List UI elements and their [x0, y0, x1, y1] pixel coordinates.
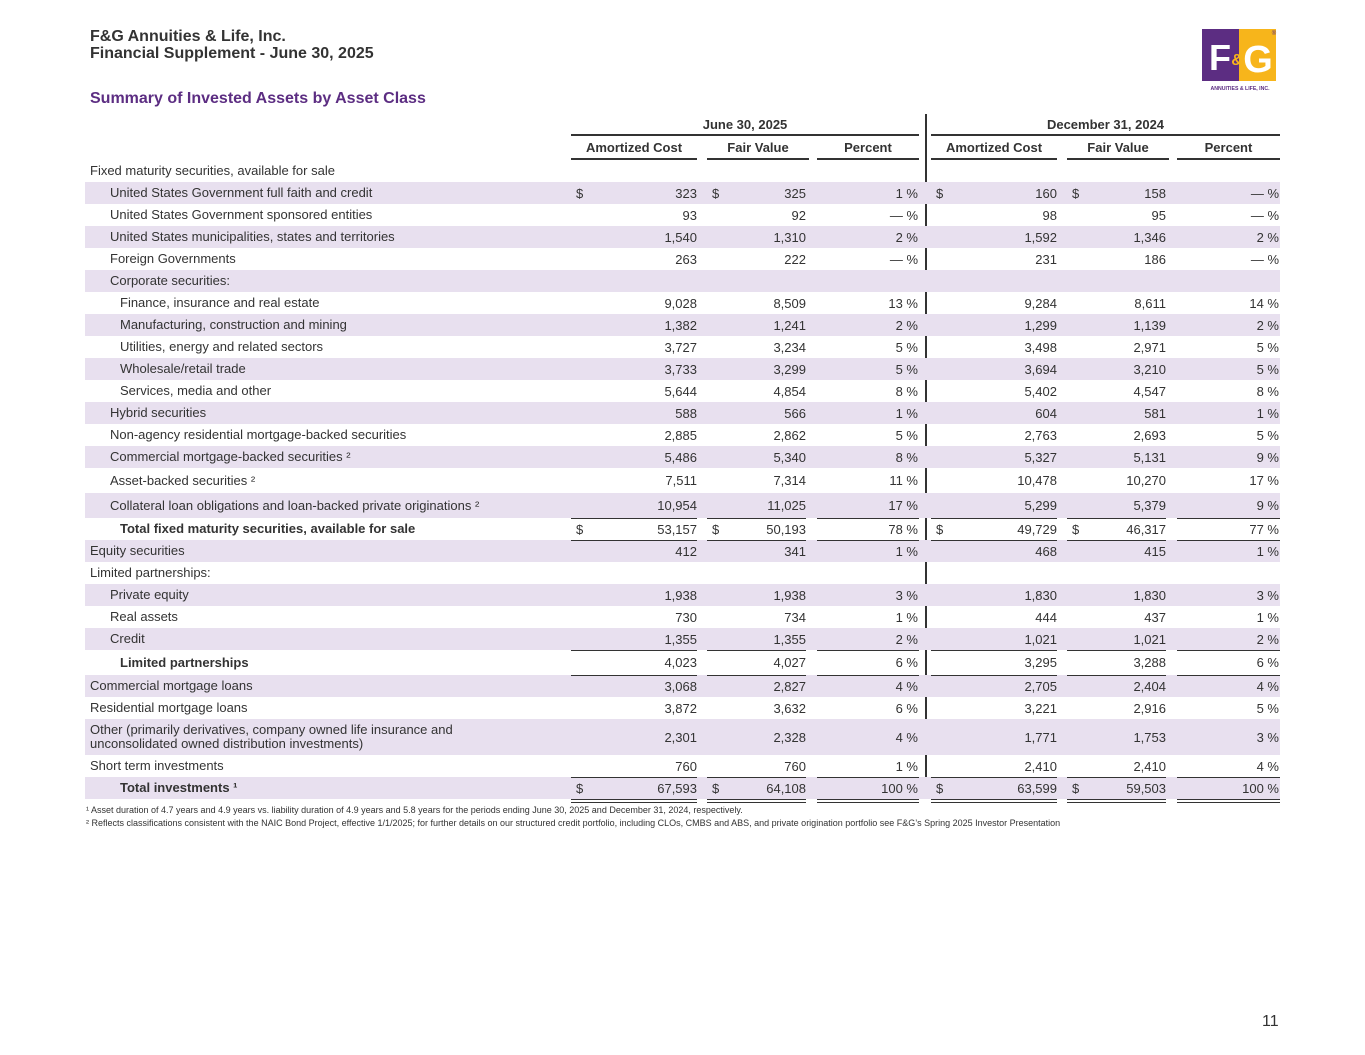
value-cell: 444	[1035, 609, 1057, 625]
value-cell: 3 %	[895, 587, 918, 603]
total-double-rule	[1067, 799, 1166, 803]
total-double-rule	[1177, 799, 1280, 803]
table-row	[85, 628, 1280, 650]
value-cell: 3,288	[1133, 655, 1166, 670]
row-label: Collateral loan obligations and loan-backed private originations ²	[110, 497, 480, 513]
value-cell: 4 %	[895, 678, 918, 694]
value-cell	[1067, 160, 1166, 182]
value-cell: 10,270	[1126, 473, 1166, 488]
subtotal-rule	[817, 518, 919, 519]
value-cell	[817, 160, 918, 182]
value-cell: 2 %	[895, 631, 918, 647]
dollar-sign: $	[576, 780, 584, 796]
value-cell: 2 %	[1256, 229, 1279, 245]
row-label: Non-agency residential mortgage-backed securities	[110, 427, 407, 442]
table-row	[85, 314, 1280, 336]
value-cell: 14 %	[1249, 295, 1279, 311]
value-cell: — %	[1250, 185, 1279, 201]
table-row	[85, 468, 1280, 493]
subtotal-rule	[571, 777, 697, 778]
svg-text:ANNUITIES & LIFE, INC.: ANNUITIES & LIFE, INC.	[1210, 86, 1270, 92]
value-cell: 46,317	[1126, 521, 1166, 537]
table-row	[85, 292, 1280, 314]
value-cell: 1 %	[1256, 405, 1279, 421]
value-cell: 4 %	[1256, 678, 1279, 694]
value-cell: 8 %	[895, 383, 918, 399]
table-row	[85, 424, 1280, 446]
value-cell: 95	[1151, 207, 1166, 223]
value-cell: 11 %	[889, 473, 918, 488]
subtotal-rule	[817, 777, 919, 778]
value-cell: 10,954	[657, 498, 697, 513]
row-label: Manufacturing, construction and mining	[120, 317, 347, 332]
value-cell: 7,314	[773, 473, 806, 488]
value-cell: 1,938	[664, 587, 697, 603]
value-cell	[1177, 270, 1279, 292]
dollar-sign: $	[576, 521, 584, 537]
value-cell: 5,340	[773, 449, 806, 465]
value-cell: 2,693	[1133, 427, 1166, 443]
value-cell	[1177, 160, 1279, 182]
value-cell: 3,299	[773, 361, 806, 377]
dollar-sign: $	[1072, 521, 1080, 537]
total-double-rule	[931, 799, 1057, 803]
value-cell: 760	[784, 758, 806, 774]
value-cell: 581	[1144, 405, 1166, 421]
row-label: United States municipalities, states and territories	[110, 229, 395, 244]
value-cell: 437	[1144, 609, 1166, 625]
value-cell: 3,733	[664, 361, 697, 377]
value-cell: 5,299	[1024, 498, 1057, 513]
value-cell: 11,025	[767, 498, 806, 513]
subtotal-rule	[1067, 675, 1166, 676]
value-cell: 1 %	[1256, 543, 1279, 559]
subtotal-rule	[817, 540, 919, 541]
value-cell: 588	[675, 405, 697, 421]
value-cell: 566	[784, 405, 806, 421]
value-cell: 4 %	[1256, 758, 1279, 774]
table-row	[85, 182, 1280, 204]
value-cell: 5 %	[895, 339, 918, 355]
value-cell: 415	[1144, 543, 1166, 559]
report-subtitle: Financial Supplement - June 30, 2025	[90, 45, 374, 62]
value-cell: 4 %	[895, 729, 918, 745]
value-cell: 1 %	[1256, 609, 1279, 625]
subtotal-rule	[931, 540, 1057, 541]
value-cell: 1,310	[773, 229, 806, 245]
value-cell: 160	[1035, 185, 1057, 201]
value-cell: 9 %	[1256, 449, 1279, 465]
value-cell: 1 %	[895, 405, 918, 421]
table-row	[85, 650, 1280, 675]
value-cell: 5 %	[1256, 700, 1279, 716]
value-cell: 4,023	[664, 655, 697, 670]
row-label: Hybrid securities	[110, 405, 207, 420]
value-cell: 1,355	[773, 631, 806, 647]
value-cell	[571, 270, 697, 292]
footnote-1: ¹ Asset duration of 4.7 years and 4.9 years vs. liability duration of 4.9 years and 5.8 years for the periods ending June 30, 2025 and December 31, 2024, respectively.	[86, 805, 743, 815]
value-cell: — %	[889, 251, 918, 267]
value-cell: 5 %	[1256, 427, 1279, 443]
subtotal-rule	[1177, 540, 1280, 541]
dollar-sign: $	[936, 780, 944, 796]
total-double-rule	[571, 799, 697, 803]
value-cell: 5,379	[1133, 498, 1166, 513]
value-cell: — %	[1250, 207, 1279, 223]
subtotal-rule	[571, 540, 697, 541]
value-cell: 6 %	[895, 655, 918, 670]
dollar-sign: $	[712, 521, 720, 537]
row-label: Short term investments	[90, 758, 224, 773]
svg-text:F: F	[1209, 37, 1231, 78]
row-label: Real assets	[110, 609, 178, 624]
table-row	[85, 493, 1280, 518]
subtotal-rule	[1177, 777, 1280, 778]
row-label: Commercial mortgage loans	[90, 678, 253, 693]
row-label: Fixed maturity securities, available for sale	[90, 163, 335, 178]
row-label: United States Government sponsored entities	[110, 207, 373, 222]
value-cell: 17 %	[1249, 473, 1279, 488]
dollar-sign: $	[936, 521, 944, 537]
row-label: Limited partnerships:	[90, 565, 211, 580]
value-cell	[707, 562, 806, 584]
col-header-fair-value: Fair Value	[707, 136, 809, 160]
subtotal-rule	[817, 650, 919, 651]
table-row	[85, 584, 1280, 606]
value-cell: 2,705	[1024, 678, 1057, 694]
value-cell	[931, 562, 1057, 584]
table-row	[85, 248, 1280, 270]
value-cell: 3 %	[1256, 587, 1279, 603]
value-cell: 5 %	[1256, 361, 1279, 377]
dollar-sign: $	[712, 780, 720, 796]
row-label: Private equity	[110, 587, 189, 602]
subtotal-rule	[931, 777, 1057, 778]
value-cell: 1,771	[1024, 729, 1057, 745]
value-cell: 1,299	[1024, 317, 1057, 333]
value-cell: — %	[889, 207, 918, 223]
row-label: Utilities, energy and related sectors	[120, 339, 324, 354]
value-cell: 5 %	[895, 361, 918, 377]
value-cell: 2,301	[664, 729, 697, 745]
value-cell	[707, 270, 806, 292]
row-label: Limited partnerships	[120, 654, 249, 670]
value-cell	[931, 160, 1057, 182]
value-cell: 323	[675, 185, 697, 201]
value-cell: 5 %	[895, 427, 918, 443]
value-cell: 412	[675, 543, 697, 559]
subtotal-rule	[1067, 518, 1166, 519]
row-label: Residential mortgage loans	[90, 700, 248, 715]
value-cell: 92	[791, 207, 806, 223]
table-row	[85, 697, 1280, 719]
dollar-sign: $	[712, 185, 720, 201]
value-cell	[817, 562, 918, 584]
dollar-sign: $	[936, 185, 944, 201]
value-cell	[1177, 562, 1279, 584]
value-cell: 63,599	[1017, 780, 1057, 796]
value-cell: 2,410	[1024, 758, 1057, 774]
value-cell: 1,346	[1133, 229, 1166, 245]
col-header-percent: Percent	[817, 136, 919, 160]
value-cell: 98	[1042, 207, 1057, 223]
value-cell: 50,193	[766, 521, 806, 537]
value-cell: 2 %	[895, 317, 918, 333]
subtotal-rule	[707, 650, 806, 651]
svg-text:®: ®	[1271, 31, 1277, 37]
value-cell: 2,763	[1024, 427, 1057, 443]
table-row	[85, 719, 1280, 755]
value-cell: 8 %	[895, 449, 918, 465]
value-cell: 49,729	[1017, 521, 1057, 537]
value-cell: 7,511	[665, 473, 697, 488]
table-row	[85, 446, 1280, 468]
subtotal-rule	[817, 675, 919, 676]
row-label: Services, media and other	[120, 383, 272, 398]
report-header	[90, 28, 374, 62]
value-cell: 8,509	[773, 295, 806, 311]
dollar-sign: $	[1072, 185, 1080, 201]
svg-text:G: G	[1243, 39, 1273, 81]
subtotal-rule	[707, 675, 806, 676]
row-label: Total fixed maturity securities, available for sale	[120, 521, 416, 536]
value-cell: 4,027	[773, 655, 806, 670]
value-cell: 734	[784, 609, 806, 625]
company-name: F&G Annuities & Life, Inc.	[90, 28, 286, 45]
subtotal-rule	[571, 650, 697, 651]
value-cell: 6 %	[895, 700, 918, 716]
row-label: Total investments ¹	[120, 780, 238, 795]
dollar-sign: $	[1072, 780, 1080, 796]
table-row	[85, 336, 1280, 358]
table-row	[85, 518, 1280, 540]
subtotal-rule	[1067, 777, 1166, 778]
value-cell: 5,327	[1024, 449, 1057, 465]
value-cell: 3,632	[773, 700, 806, 716]
value-cell: 5 %	[1256, 339, 1279, 355]
value-cell: 8,611	[1134, 295, 1166, 311]
subtotal-rule	[1067, 650, 1166, 651]
subtotal-rule	[571, 675, 697, 676]
value-cell: 2,410	[1133, 758, 1166, 774]
value-cell: 3,872	[664, 700, 697, 716]
value-cell: 53,157	[657, 521, 697, 537]
value-cell: 341	[784, 543, 806, 559]
value-cell	[931, 270, 1057, 292]
fg-logo-icon	[1200, 29, 1278, 93]
value-cell	[571, 160, 697, 182]
value-cell	[1067, 562, 1166, 584]
table-body	[85, 160, 1280, 799]
value-cell: 1 %	[895, 758, 918, 774]
value-cell: 1,753	[1133, 729, 1166, 745]
fg-logo	[1200, 29, 1278, 93]
value-cell: 2,404	[1133, 678, 1166, 694]
value-cell: 10,478	[1017, 473, 1057, 488]
value-cell: 6 %	[1256, 655, 1279, 670]
value-cell: 8 %	[1256, 383, 1279, 399]
value-cell: 78 %	[888, 521, 918, 537]
dollar-sign: $	[576, 185, 584, 201]
value-cell: 3,221	[1024, 700, 1057, 716]
value-cell	[1067, 270, 1166, 292]
value-cell: 5,402	[1024, 383, 1057, 399]
row-label: Finance, insurance and real estate	[120, 295, 320, 310]
table-row	[85, 204, 1280, 226]
value-cell: 1,830	[1133, 587, 1166, 603]
subtotal-rule	[931, 650, 1057, 651]
table-row	[85, 402, 1280, 424]
group-header-dec-2024: December 31, 2024	[1046, 117, 1165, 132]
subtotal-rule	[931, 675, 1057, 676]
value-cell: 2,862	[773, 427, 806, 443]
value-cell: 100 %	[881, 780, 918, 796]
value-cell: 2,971	[1133, 339, 1166, 355]
col-header-percent: Percent	[1177, 136, 1280, 160]
value-cell	[707, 160, 806, 182]
value-cell: 158	[1144, 185, 1166, 201]
value-cell: 4,854	[773, 383, 806, 399]
value-cell: 3,234	[773, 339, 806, 355]
value-cell: 3,498	[1024, 339, 1057, 355]
row-label: United States Government full faith and credit	[110, 185, 373, 200]
col-header-amortized-cost: Amortized Cost	[571, 136, 697, 160]
value-cell: 3,727	[664, 339, 697, 355]
value-cell	[571, 562, 697, 584]
table-row	[85, 160, 1280, 182]
table-row	[85, 562, 1280, 584]
value-cell: 1,540	[664, 229, 697, 245]
value-cell: 1 %	[895, 609, 918, 625]
row-label: Asset-backed securities ²	[110, 472, 256, 488]
value-cell: 3,210	[1133, 361, 1166, 377]
subtotal-rule	[707, 518, 806, 519]
subtotal-rule	[931, 518, 1057, 519]
total-double-rule	[817, 799, 919, 803]
col-header-fair-value: Fair Value	[1067, 136, 1169, 160]
table-row	[85, 358, 1280, 380]
table-row	[85, 755, 1280, 777]
value-cell: 3,694	[1024, 361, 1057, 377]
value-cell: 468	[1035, 543, 1057, 559]
subtotal-rule	[1177, 650, 1280, 651]
value-cell: 9,284	[1024, 295, 1057, 311]
value-cell: 5,131	[1133, 449, 1166, 465]
value-cell: — %	[1250, 251, 1279, 267]
value-cell: 5,644	[664, 383, 697, 399]
subtotal-rule	[1177, 518, 1280, 519]
section-title: Summary of Invested Assets by Asset Class	[90, 90, 426, 107]
value-cell: 1 %	[895, 543, 918, 559]
col-header-amortized-cost: Amortized Cost	[931, 136, 1057, 160]
value-cell: 3,068	[664, 678, 697, 694]
row-label: Credit	[110, 631, 145, 646]
value-cell: 325	[784, 185, 806, 201]
value-cell: 1,830	[1024, 587, 1057, 603]
total-double-rule	[707, 799, 806, 803]
table-row	[85, 226, 1280, 248]
value-cell: 3 %	[1256, 729, 1279, 745]
value-cell: 100 %	[1242, 780, 1279, 796]
row-label: Corporate securities:	[110, 273, 230, 288]
value-cell: 2 %	[895, 229, 918, 245]
row-label: Foreign Governments	[110, 251, 236, 266]
value-cell: 77 %	[1249, 521, 1279, 537]
subtotal-rule	[571, 518, 697, 519]
group-header-jun-2025: June 30, 2025	[702, 117, 788, 132]
value-cell: 186	[1144, 251, 1166, 267]
value-cell: 231	[1035, 251, 1057, 267]
value-cell: 1,021	[1024, 631, 1057, 647]
value-cell: 604	[1035, 405, 1057, 421]
value-cell: 3,295	[1024, 655, 1057, 670]
footnote-2: ² Reflects classifications consistent with the NAIC Bond Project, effective 1/1/2025; for further details on our structured credit portfolio, including CLOs, CMBS and ABS, and private origination portfolio see F&G’s Spring 2025 Investor Presentation	[86, 818, 1061, 828]
value-cell: 1,355	[664, 631, 697, 647]
value-cell: 17 %	[888, 498, 918, 513]
subtotal-rule	[1177, 675, 1280, 676]
value-cell: 9 %	[1256, 498, 1279, 513]
value-cell	[817, 270, 918, 292]
value-cell: 67,593	[657, 780, 697, 796]
value-cell: 1,592	[1024, 229, 1057, 245]
value-cell: 2,328	[773, 729, 806, 745]
row-label: Other (primarily derivatives, company owned life insurance and unconsolidated owned distribution investments)	[90, 722, 453, 751]
value-cell: 93	[682, 207, 697, 223]
value-cell: 222	[784, 251, 806, 267]
subtotal-rule	[1067, 540, 1166, 541]
row-label: Wholesale/retail trade	[120, 361, 246, 376]
value-cell: 1,139	[1133, 317, 1166, 333]
value-cell: 13 %	[888, 295, 918, 311]
value-cell: 9,028	[664, 295, 697, 311]
row-label: Equity securities	[90, 543, 185, 558]
value-cell: 1,241	[773, 317, 806, 333]
table-row	[85, 540, 1280, 562]
svg-text:&: &	[1231, 52, 1243, 69]
value-cell: 2 %	[1256, 631, 1279, 647]
row-label: Commercial mortgage-backed securities ²	[110, 449, 351, 464]
value-cell: 4,547	[1133, 383, 1166, 399]
value-cell: 1 %	[895, 185, 918, 201]
table-row	[85, 380, 1280, 402]
value-cell: 760	[675, 758, 697, 774]
value-cell: 1,021	[1133, 631, 1166, 647]
value-cell: 2 %	[1256, 317, 1279, 333]
table-row	[85, 270, 1280, 292]
value-cell: 2,885	[664, 427, 697, 443]
value-cell: 5,486	[664, 449, 697, 465]
value-cell: 59,503	[1126, 780, 1166, 796]
value-cell: 2,827	[773, 678, 806, 694]
value-cell: 2,916	[1133, 700, 1166, 716]
value-cell: 730	[675, 609, 697, 625]
value-cell: 1,382	[664, 317, 697, 333]
page-number: 11	[1262, 1013, 1279, 1030]
table-row	[85, 606, 1280, 628]
value-cell: 1,938	[773, 587, 806, 603]
subtotal-rule	[707, 777, 806, 778]
value-cell: 263	[675, 251, 697, 267]
table-row	[85, 777, 1280, 799]
table-row	[85, 675, 1280, 697]
value-cell: 64,108	[766, 780, 806, 796]
subtotal-rule	[707, 540, 806, 541]
